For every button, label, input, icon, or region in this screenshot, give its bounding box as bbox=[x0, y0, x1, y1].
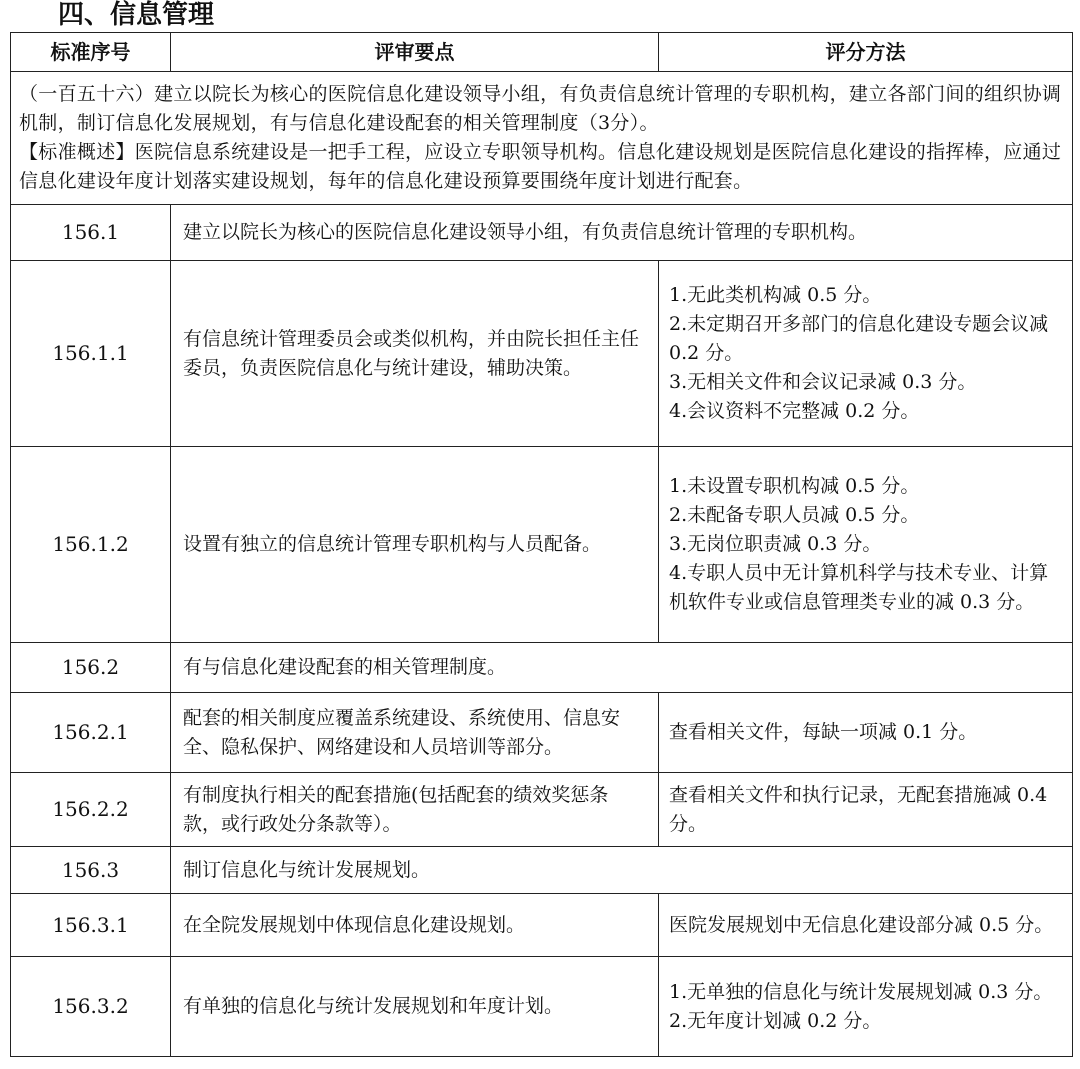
row-item: 有与信息化建设配套的相关管理制度。 bbox=[171, 643, 1073, 693]
table-row bbox=[11, 957, 1073, 1057]
header-review-points: 评审要点 bbox=[171, 33, 659, 72]
row-item: 建立以院长为核心的医院信息化建设领导小组，有负责信息统计管理的专职机构。 bbox=[171, 205, 1073, 261]
score-line: 2.无年度计划减 0.2 分。 bbox=[669, 1009, 882, 1032]
row-item: 有单独的信息化与统计发展规划和年度计划。 bbox=[171, 957, 659, 1057]
row-score bbox=[659, 773, 1073, 847]
table-row bbox=[11, 693, 1073, 773]
table-row bbox=[11, 894, 1073, 957]
score-line: 医院发展规划中无信息化建设部分减 0.5 分。 bbox=[669, 913, 1054, 936]
score-line: 1.无此类机构减 0.5 分。 bbox=[669, 284, 882, 306]
standard-description-row bbox=[11, 72, 1073, 205]
standard-overview: 【标准概述】医院信息系统建设是一把手工程，应设立专职领导机构。信息化建设规划是医院信息化建设的指挥棒，应通过信息化建设年度计划落实建设规划，每年的信息化建设预算要围绕年度计划进行配套。 bbox=[19, 141, 1062, 192]
score-line: 1.未设置专职机构减 0.5 分。 bbox=[669, 475, 920, 497]
standard-description-cell bbox=[11, 72, 1073, 205]
score-line: 3.无相关文件和会议记录减 0.3 分。 bbox=[669, 371, 977, 393]
row-item: 制订信息化与统计发展规划。 bbox=[171, 847, 1073, 894]
row-number: 156.2.2 bbox=[11, 773, 171, 847]
table-row bbox=[11, 773, 1073, 847]
section-title: 四、信息管理 bbox=[58, 0, 215, 30]
row-item: 设置有独立的信息统计管理专职机构与人员配备。 bbox=[171, 447, 659, 643]
row-item: 在全院发展规划中体现信息化建设规划。 bbox=[171, 894, 659, 957]
row-number: 156.1.1 bbox=[11, 261, 171, 447]
table-header-row bbox=[11, 33, 1073, 72]
row-item: 有制度执行相关的配套措施(包括配套的绩效奖惩条款，或行政处分条款等）。 bbox=[171, 773, 659, 847]
table-row bbox=[11, 643, 1073, 693]
row-item: 配套的相关制度应覆盖系统建设、系统使用、信息安全、隐私保护、网络建设和人员培训等部分。 bbox=[171, 693, 659, 773]
score-line: 2.未配备专职人员减 0.5 分。 bbox=[669, 504, 920, 526]
table-row bbox=[11, 205, 1073, 261]
header-standard-number: 标准序号 bbox=[11, 33, 171, 72]
score-line: 2.未定期召开多部门的信息化建设专题会议减 0.2 分。 bbox=[669, 313, 1049, 364]
row-number: 156.1 bbox=[11, 205, 171, 261]
row-item: 有信息统计管理委员会或类似机构，并由院长担任主任委员，负责医院信息化与统计建设，辅助决策。 bbox=[171, 261, 659, 447]
row-number: 156.2 bbox=[11, 643, 171, 693]
standards-table bbox=[10, 32, 1073, 1057]
score-line: 查看相关文件，每缺一项减 0.1 分。 bbox=[669, 721, 978, 743]
table-row bbox=[11, 847, 1073, 894]
row-score bbox=[659, 894, 1073, 957]
table-row bbox=[11, 261, 1073, 447]
row-number: 156.3.1 bbox=[11, 894, 171, 957]
row-number: 156.3.2 bbox=[11, 957, 171, 1057]
row-score bbox=[659, 957, 1073, 1057]
score-line: 4.专职人员中无计算机科学与技术专业、计算机软件专业或信息管理类专业的减 0.3 分。 bbox=[669, 562, 1049, 613]
table-row bbox=[11, 447, 1073, 643]
row-score bbox=[659, 693, 1073, 773]
score-line: 4.会议资料不完整减 0.2 分。 bbox=[669, 400, 920, 422]
row-number: 156.3 bbox=[11, 847, 171, 894]
header-scoring-method: 评分方法 bbox=[659, 33, 1073, 72]
standard-text: （一百五十六）建立以院长为核心的医院信息化建设领导小组，有负责信息统计管理的专职机构，建立各部门间的组织协调机制，制订信息化发展规划，有与信息化建设配套的相关管理制度（3分）。 bbox=[19, 83, 1062, 134]
score-line: 3.无岗位职责减 0.3 分。 bbox=[669, 533, 882, 555]
row-score bbox=[659, 447, 1073, 643]
score-line: 查看相关文件和执行记录，无配套措施减 0.4 分。 bbox=[669, 783, 1048, 835]
row-score bbox=[659, 261, 1073, 447]
row-number: 156.1.2 bbox=[11, 447, 171, 643]
row-number: 156.2.1 bbox=[11, 693, 171, 773]
score-line: 1.无单独的信息化与统计发展规划减 0.3 分。 bbox=[669, 980, 1053, 1003]
